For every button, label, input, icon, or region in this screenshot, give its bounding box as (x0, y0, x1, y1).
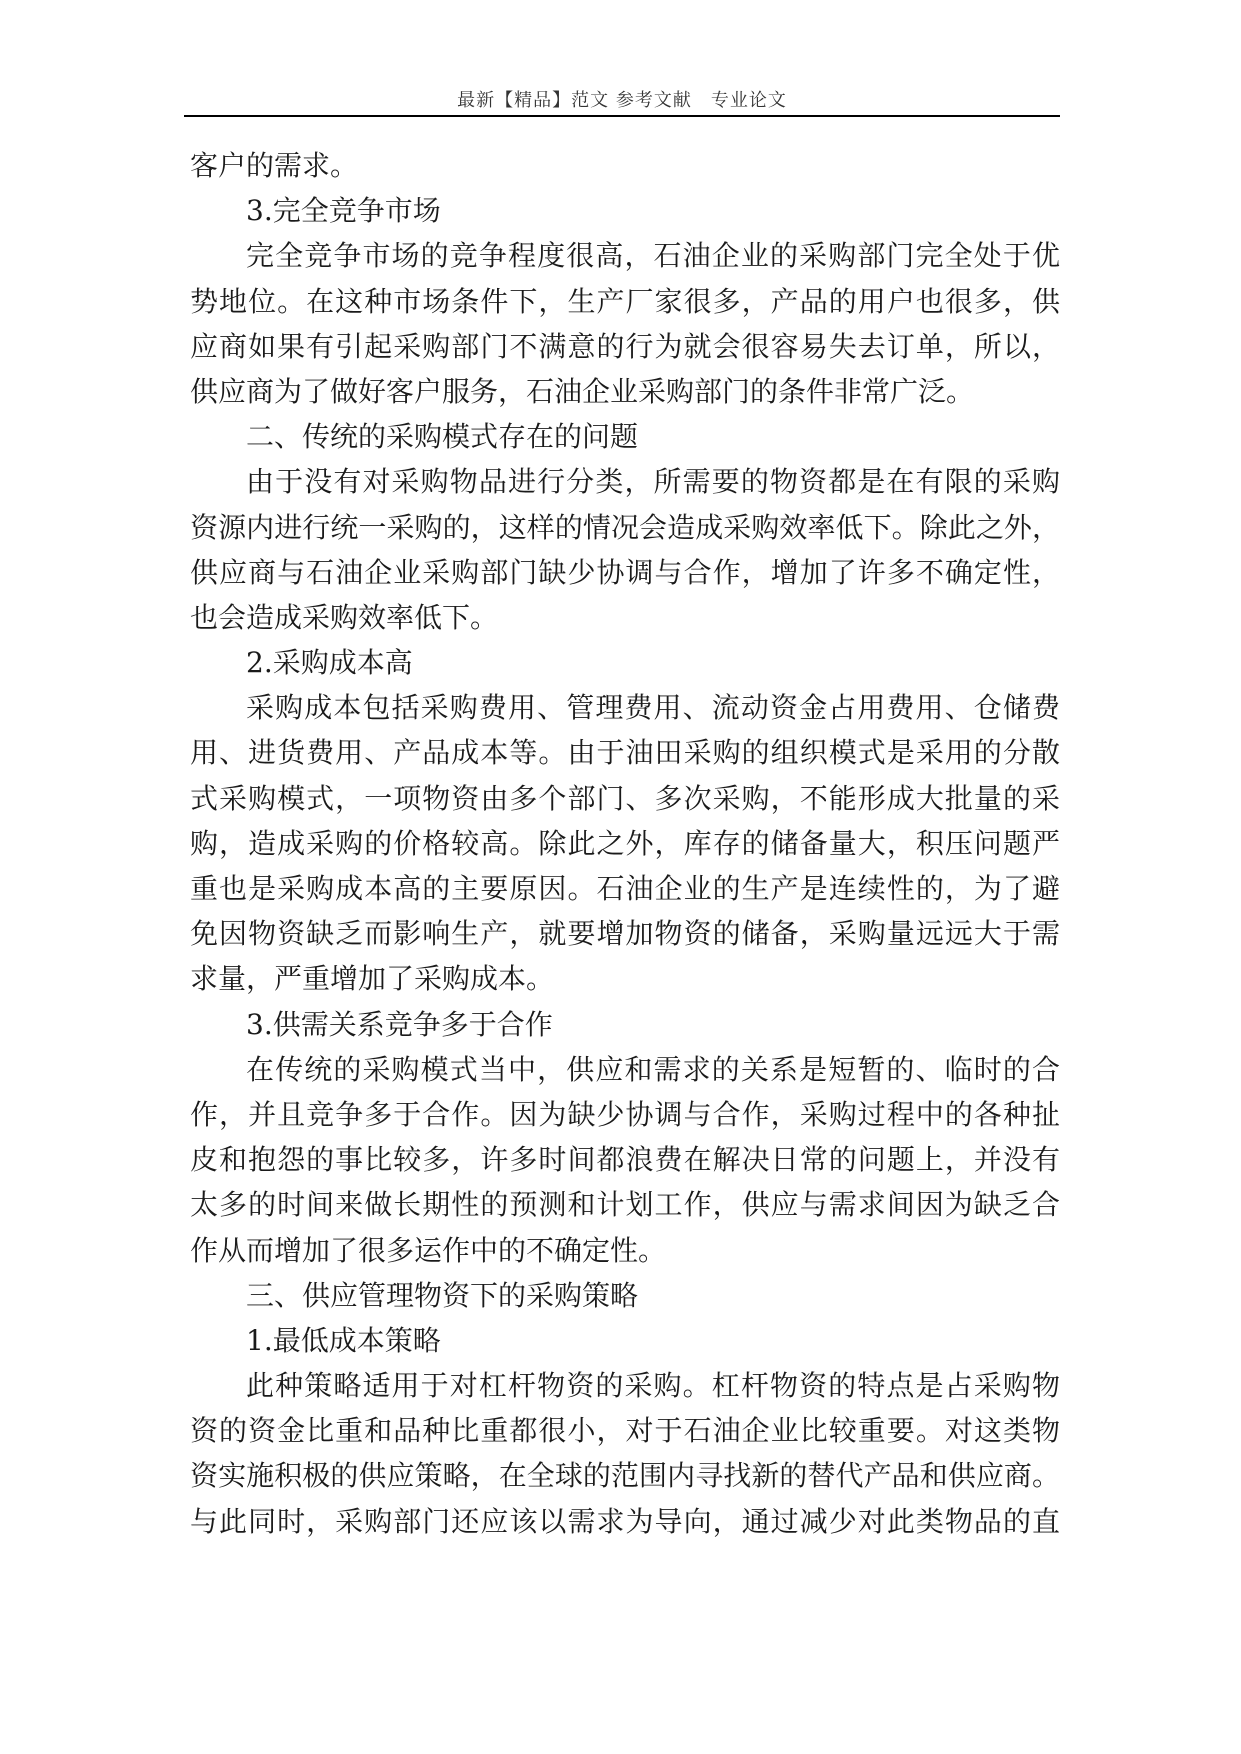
text-line: 1.最低成本策略 (246, 1323, 441, 1357)
text-line: 免因物资缺乏而影响生产，就要增加物资的储备，采购量远远大于需 (190, 917, 1060, 951)
text-line: 求量，严重增加了采购成本。 (190, 962, 555, 996)
text-line: 采购成本包括采购费用、管理费用、流动资金占用费用、仓储费 (246, 691, 1060, 725)
text-line: 供应商与石油企业采购部门缺少协调与合作，增加了许多不确定性， (190, 555, 1060, 589)
text-line: 作从而增加了很多运作中的不确定性。 (190, 1233, 667, 1267)
text-line: 三、供应管理物资下的采购策略 (246, 1278, 639, 1312)
text-line: 用、进货费用、产品成本等。由于油田采购的组织模式是采用的分散 (190, 736, 1060, 770)
text-line: 供应商为了做好客户服务，石油企业采购部门的条件非常广泛。 (190, 374, 975, 408)
text-line: 重也是采购成本高的主要原因。石油企业的生产是连续性的，为了避 (190, 872, 1060, 905)
text-line: 作，并且竞争多于合作。因为缺少协调与合作，采购过程中的各种扯 (190, 1097, 1060, 1131)
text-line: 2.采购成本高 (246, 646, 413, 680)
text-line: 资源内进行统一采购的，这样的情况会造成采购效率低下。除此之外， (190, 510, 1060, 544)
text-line: 资的资金比重和品种比重都很小，对于石油企业比较重要。对这类物 (190, 1414, 1060, 1448)
text-line: 由于没有对采购物品进行分类，所需要的物资都是在有限的采购 (246, 465, 1060, 499)
text-line: 完全竞争市场的竞争程度很高，石油企业的采购部门完全处于优 (246, 239, 1060, 273)
text-line: 3.供需关系竞争多于合作 (246, 1007, 553, 1041)
text-line: 皮和抱怨的事比较多，许多时间都浪费在解决日常的问题上，并没有 (190, 1143, 1060, 1177)
document-body (190, 143, 1060, 1544)
text-line: 二、传统的采购模式存在的问题 (246, 420, 639, 454)
text-line: 式采购模式，一项物资由多个部门、多次采购，不能形成大批量的采 (190, 781, 1060, 815)
text-line: 购，造成采购的价格较高。除此之外，库存的储备量大，积压问题严 (190, 826, 1060, 860)
text-line: 客户的需求。 (190, 149, 359, 182)
text-line: 在传统的采购模式当中，供应和需求的关系是短暂的、临时的合 (246, 1052, 1060, 1086)
text-line: 也会造成采购效率低下。 (190, 600, 499, 634)
text-line: 与此同时，采购部门还应该以需求为导向，通过减少对此类物品的直 (190, 1504, 1060, 1538)
text-line: 资实施积极的供应策略，在全球的范围内寻找新的替代产品和供应商。 (190, 1459, 1060, 1493)
text-line: 太多的时间来做长期性的预测和计划工作，供应与需求间因为缺乏合 (190, 1188, 1060, 1222)
text-line: 势地位。在这种市场条件下，生产厂家很多，产品的用户也很多，供 (190, 284, 1060, 318)
text-line: 此种策略适用于对杠杆物资的采购。杠杆物资的特点是占采购物 (246, 1369, 1060, 1403)
header-rule (184, 115, 1060, 117)
page-header: 最新【精品】范文 参考文献 专业论文 (457, 90, 787, 111)
text-line: 3.完全竞争市场 (246, 194, 441, 228)
text-line: 应商如果有引起采购部门不满意的行为就会很容易失去订单，所以， (190, 329, 1060, 363)
